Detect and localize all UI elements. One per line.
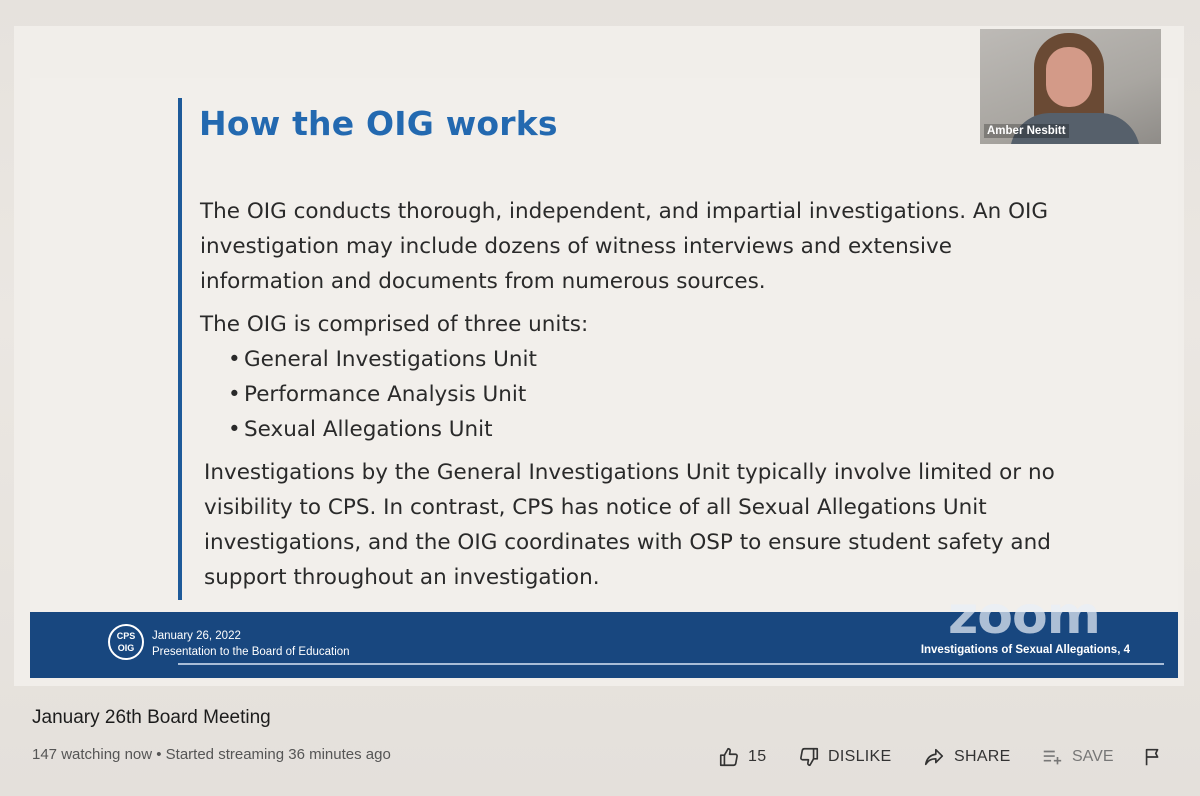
dislike-button[interactable] [798,740,891,774]
slide-paragraph-visibility: Investigations by the General Investigations Unit typically involve limited or no visibility to CPS. In contrast, CPS has notice of all Sexual Allegations Unit investigations, and the OIG coordinates with OSP to ensure student safety and support throughout an investigation. [204,460,1055,590]
video-title: January 26th Board Meeting [32,707,271,728]
unit-label: Performance Analysis Unit [244,382,527,407]
footer-divider [178,663,1164,665]
like-button[interactable] [718,740,766,774]
playlist-add-icon [1040,746,1064,768]
slide-paragraph-units-intro: The OIG is comprised of three units: [200,312,589,337]
thumbs-up-icon [718,746,740,768]
participant-name: Amber Nesbitt [984,124,1069,138]
cps-oig-logo [108,624,144,660]
unit-label: General Investigations Unit [244,347,537,372]
flag-icon [1142,746,1164,768]
list-item: • General Investigations Unit [228,347,537,372]
list-item: • Sexual Allegations Unit [228,417,493,442]
share-button[interactable] [922,740,1011,774]
logo-top-text: CPS [116,631,136,641]
unit-label: Sexual Allegations Unit [244,417,493,442]
slide-vertical-rule [178,98,182,600]
slide-title: How the OIG works [199,104,558,143]
slide-paragraph-intro: The OIG conducts thorough, independent, and impartial investigations. An OIG investigation may include dozens of witness interviews and extensive information and documents from numerous sources. [200,199,1048,294]
webcam-thumbnail[interactable] [980,29,1161,144]
thumbs-down-icon [798,746,820,768]
share-label: SHARE [954,748,1011,765]
footer-slide-caption: Investigations of Sexual Allegations, 4 [920,644,1130,656]
slide-body [200,194,1070,595]
dislike-label: DISLIKE [828,748,892,765]
list-item: • Performance Analysis Unit [228,382,527,407]
footer-subtitle: Presentation to the Board of Education [152,646,350,658]
units-list [200,342,1070,447]
save-label: SAVE [1072,748,1114,765]
zoom-watermark: zoom [948,586,1100,646]
participant-face [1046,47,1092,107]
report-button[interactable] [1142,740,1172,774]
like-count: 15 [748,748,767,765]
footer-date: January 26, 2022 [152,630,241,642]
video-meta: 147 watching now • Started streaming 36 minutes ago [32,746,391,763]
share-arrow-icon [922,746,946,768]
logo-bottom-text: OIG [117,643,135,653]
save-button[interactable] [1040,740,1114,774]
